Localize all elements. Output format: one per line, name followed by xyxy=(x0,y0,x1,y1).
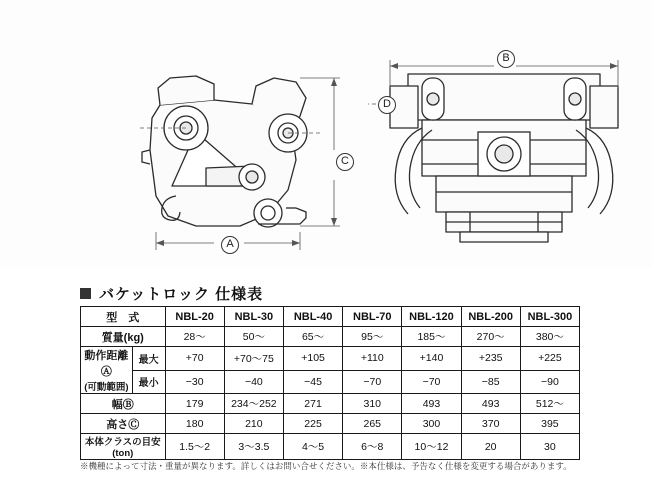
cell-class-nbl200: 20 xyxy=(461,434,520,460)
column-header-nbl120: NBL-120 xyxy=(402,307,461,327)
cell-height-nbl70: 265 xyxy=(343,414,402,434)
cell-class-nbl30: 3〜3.5 xyxy=(224,434,283,460)
column-header-nbl30: NBL-30 xyxy=(224,307,283,327)
cell-mass-nbl20: 28〜 xyxy=(165,327,224,347)
cell-width-nbl40: 271 xyxy=(283,394,342,414)
row-label-class: 本体クラスの目安(ton) xyxy=(81,434,166,460)
dim-label-d: D xyxy=(378,96,396,114)
cell-height-nbl20: 180 xyxy=(165,414,224,434)
cell-class-nbl40: 4〜5 xyxy=(283,434,342,460)
row-sublabel-max: 最大 xyxy=(132,347,165,371)
cell-width-nbl70: 310 xyxy=(343,394,402,414)
dim-label-b: B xyxy=(497,50,515,68)
cell-min-nbl120: −70 xyxy=(402,370,461,394)
table-row-height xyxy=(81,414,580,434)
table-row-class xyxy=(81,434,580,460)
row-sublabel-min: 最小 xyxy=(132,370,165,394)
column-header-nbl300: NBL-300 xyxy=(520,307,579,327)
cell-max-nbl70: +110 xyxy=(343,347,402,371)
cell-class-nbl70: 6〜8 xyxy=(343,434,402,460)
column-header-nbl70: NBL-70 xyxy=(343,307,402,327)
section-heading xyxy=(80,283,263,304)
column-header-nbl40: NBL-40 xyxy=(283,307,342,327)
column-header-nbl20: NBL-20 xyxy=(165,307,224,327)
cell-min-nbl40: −45 xyxy=(283,370,342,394)
right-front-view-drawing xyxy=(360,0,652,268)
cell-min-nbl70: −70 xyxy=(343,370,402,394)
heading-square-icon xyxy=(80,288,91,299)
cell-class-nbl20: 1.5〜2 xyxy=(165,434,224,460)
cell-min-nbl300: −90 xyxy=(520,370,579,394)
cell-mass-nbl40: 65〜 xyxy=(283,327,342,347)
cell-width-nbl30: 234〜252 xyxy=(224,394,283,414)
cell-class-nbl120: 10〜12 xyxy=(402,434,461,460)
cell-max-nbl40: +105 xyxy=(283,347,342,371)
row-label-stroke xyxy=(81,347,133,394)
table-row-stroke-max xyxy=(81,347,580,371)
column-header-nbl200: NBL-200 xyxy=(461,307,520,327)
cell-mass-nbl120: 185〜 xyxy=(402,327,461,347)
left-side-view-drawing xyxy=(0,0,360,268)
cell-mass-nbl70: 95〜 xyxy=(343,327,402,347)
cell-height-nbl200: 370 xyxy=(461,414,520,434)
cell-mass-nbl200: 270〜 xyxy=(461,327,520,347)
cell-mass-nbl300: 380〜 xyxy=(520,327,579,347)
row-label-stroke-line1: 動作距離Ⓐ xyxy=(84,350,129,378)
footnote: ※機種によって寸法・重量が異なります。詳しくはお問い合せください。※本仕様は、予告なく仕様を変更する場合があります。 xyxy=(80,461,572,471)
cell-max-nbl200: +235 xyxy=(461,347,520,371)
cell-width-nbl200: 493 xyxy=(461,394,520,414)
row-label-mass: 質量(kg) xyxy=(81,327,166,347)
section-heading-text: バケットロック 仕様表 xyxy=(99,286,264,303)
dim-label-a: A xyxy=(221,236,239,254)
cell-min-nbl30: −40 xyxy=(224,370,283,394)
cell-height-nbl300: 395 xyxy=(520,414,579,434)
cell-min-nbl20: −30 xyxy=(165,370,224,394)
cell-min-nbl200: −85 xyxy=(461,370,520,394)
spec-table-wrap xyxy=(80,306,580,460)
spec-table xyxy=(80,306,580,460)
cell-max-nbl120: +140 xyxy=(402,347,461,371)
table-row-mass xyxy=(81,327,580,347)
cell-width-nbl20: 179 xyxy=(165,394,224,414)
cell-width-nbl300: 512〜 xyxy=(520,394,579,414)
dim-label-c: C xyxy=(336,153,354,171)
cell-class-nbl300: 30 xyxy=(520,434,579,460)
table-row-stroke-min xyxy=(81,370,580,394)
row-label-stroke-line2: (可動範囲) xyxy=(84,382,129,393)
table-row-width xyxy=(81,394,580,414)
cell-width-nbl120: 493 xyxy=(402,394,461,414)
cell-max-nbl30: +70〜75 xyxy=(224,347,283,371)
cell-height-nbl40: 225 xyxy=(283,414,342,434)
column-header-type: 型 式 xyxy=(81,307,166,327)
table-header-row xyxy=(81,307,580,327)
cell-mass-nbl30: 50〜 xyxy=(224,327,283,347)
row-label-width: 幅Ⓑ xyxy=(81,394,166,414)
cell-max-nbl20: +70 xyxy=(165,347,224,371)
cell-height-nbl30: 210 xyxy=(224,414,283,434)
cell-height-nbl120: 300 xyxy=(402,414,461,434)
cell-max-nbl300: +225 xyxy=(520,347,579,371)
row-label-height: 高さⒸ xyxy=(81,414,166,434)
